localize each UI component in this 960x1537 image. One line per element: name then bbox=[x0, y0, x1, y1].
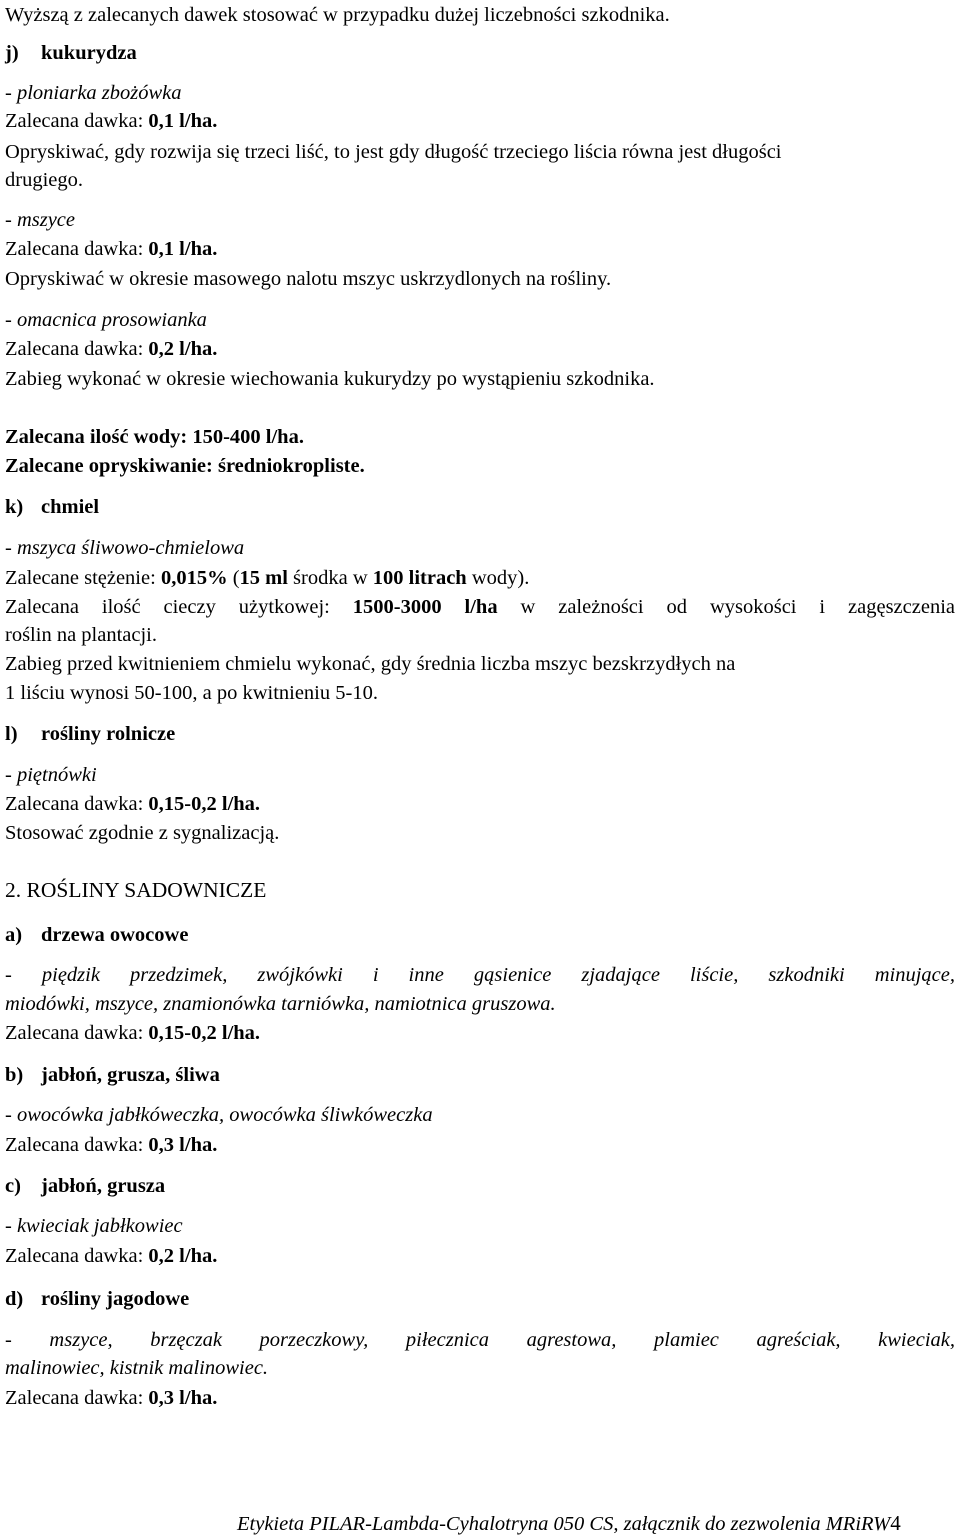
section-heading-kukurydza bbox=[5, 40, 137, 66]
section-letter: k) bbox=[5, 496, 24, 518]
note-line: Zabieg wykonać w okresie wiechowania kukurydzy po wystąpieniu szkodnika. bbox=[5, 368, 655, 390]
section-title: rośliny rolnicze bbox=[41, 723, 176, 745]
concentration-value: 0,015% bbox=[160, 567, 228, 589]
dose-value: 0,2 l/ha. bbox=[148, 338, 218, 360]
dose-line bbox=[5, 791, 260, 817]
pest-name: - piętnówki bbox=[5, 764, 97, 786]
section-heading-rolnicze bbox=[5, 721, 175, 747]
dose-value: 0,15-0,2 l/ha. bbox=[148, 1022, 261, 1044]
section-letter: d) bbox=[5, 1288, 24, 1310]
dose-line bbox=[5, 336, 217, 362]
section-letter: b) bbox=[5, 1064, 24, 1086]
note-line: Opryskiwać w okresie masowego nalotu mszyc uskrzydlonych na rośliny. bbox=[5, 268, 612, 290]
pest-list-cont: malinowiec, kistnik malinowiec. bbox=[5, 1357, 269, 1379]
intro-line: Wyższą z zalecanych dawek stosować w przypadku dużej liczebności szkodnika. bbox=[5, 4, 670, 26]
dose-label: Zalecana dawka: bbox=[5, 1387, 149, 1409]
dose-label: Zalecana dawka: bbox=[5, 793, 149, 815]
liquid-line-cont: roślin na plantacji. bbox=[5, 624, 157, 646]
dose-label: Zalecana dawka: bbox=[5, 338, 149, 360]
dose-value: 0,3 l/ha. bbox=[148, 1134, 218, 1156]
pest-name: - omacnica prosowianka bbox=[5, 309, 207, 331]
dose-line bbox=[5, 1243, 217, 1269]
dose-label: Zalecana dawka: bbox=[5, 1245, 149, 1267]
dose-value: 0,15-0,2 l/ha. bbox=[148, 793, 261, 815]
pest-name: - mszyca śliwowo-chmielowa bbox=[5, 537, 245, 559]
pest-list: - owocówka jabłkóweczka, owocówka śliwkóweczka bbox=[5, 1104, 433, 1126]
chapter-heading: 2. ROŚLINY SADOWNICZE bbox=[5, 878, 267, 902]
text: Zalecana ilość cieczy użytkowej: bbox=[5, 596, 353, 618]
section-heading-jablon-grusza bbox=[5, 1173, 165, 1199]
dose-label: Zalecana dawka: bbox=[5, 110, 149, 132]
section-heading-chmiel bbox=[5, 494, 99, 520]
dose-value: 0,3 l/ha. bbox=[148, 1387, 218, 1409]
section-letter: a) bbox=[5, 924, 23, 946]
page-footer bbox=[237, 1510, 901, 1537]
footer-text: Etykieta PILAR-Lambda-Cyhalotryna 050 CS, załącznik do zezwolenia MRiRW bbox=[237, 1513, 891, 1535]
dose-value: 0,1 l/ha. bbox=[148, 238, 218, 260]
note-line: Opryskiwać, gdy rozwija się trzeci liść, to jest gdy długość trzeciego liścia równa jest długości bbox=[5, 141, 782, 163]
section-letter: j) bbox=[5, 42, 19, 64]
dose-line bbox=[5, 236, 217, 262]
pest-list-cont: miodówki, mszyce, znamionówka tarniówka, namiotnica gruszowa. bbox=[5, 993, 556, 1015]
pest-list: - kwieciak jabłkowiec bbox=[5, 1215, 183, 1237]
dose-line bbox=[5, 1385, 217, 1411]
liquid-line bbox=[5, 594, 955, 620]
section-heading-drzewa bbox=[5, 922, 188, 948]
section-title: chmiel bbox=[41, 496, 100, 518]
dose-line bbox=[5, 1020, 260, 1046]
section-heading-jagodowe bbox=[5, 1286, 189, 1312]
liquid-value: 1500-3000 l/ha bbox=[352, 596, 498, 618]
dose-label: Zalecana dawka: bbox=[5, 238, 149, 260]
page-number: 4 bbox=[890, 1511, 901, 1535]
text: Zalecane stężenie: bbox=[5, 567, 161, 589]
concentration-line bbox=[5, 565, 529, 591]
water-value: 100 litrach bbox=[372, 567, 467, 589]
text: środka w bbox=[287, 567, 373, 589]
timing-line: Zabieg przed kwitnieniem chmielu wykonać, gdy średnia liczba mszyc bezskrzydłych na bbox=[5, 653, 736, 675]
amount-value: 15 ml bbox=[239, 567, 288, 589]
section-letter: l) bbox=[5, 723, 18, 745]
water-amount: Zalecana ilość wody: 150-400 l/ha. bbox=[5, 426, 304, 448]
section-title: jabłoń, grusza, śliwa bbox=[41, 1064, 220, 1086]
section-heading-jablon-grusza-sliwa bbox=[5, 1062, 220, 1088]
pest-list: - piędzik przedzimek, zwójkówki i inne gąsienice zjadające liście, szkodniki minujące, bbox=[5, 964, 955, 986]
timing-line: 1 liściu wynosi 50-100, a po kwitnieniu 5-10. bbox=[5, 682, 378, 704]
pest-name: - mszyce bbox=[5, 209, 76, 231]
dose-value: 0,2 l/ha. bbox=[148, 1245, 218, 1267]
text: ( bbox=[227, 567, 240, 589]
section-title: jabłoń, grusza bbox=[41, 1175, 166, 1197]
spray-type: Zalecane opryskiwanie: średniokropliste. bbox=[5, 455, 365, 477]
dose-line bbox=[5, 108, 217, 134]
section-title: kukurydza bbox=[41, 42, 137, 64]
text: wody). bbox=[466, 567, 530, 589]
section-letter: c) bbox=[5, 1175, 21, 1197]
dose-label: Zalecana dawka: bbox=[5, 1134, 149, 1156]
dose-value: 0,1 l/ha. bbox=[148, 110, 218, 132]
note-line: drugiego. bbox=[5, 169, 83, 191]
pest-list: - mszyce, brzęczak porzeczkowy, piłecznica agrestowa, plamiec agreściak, kwieciak, bbox=[5, 1329, 955, 1351]
text: w zależności od wysokości i zagęszczenia bbox=[497, 596, 955, 618]
section-title: drzewa owocowe bbox=[41, 924, 189, 946]
dose-line bbox=[5, 1132, 217, 1158]
pest-name: - ploniarka zbożówka bbox=[5, 82, 182, 104]
note-line: Stosować zgodnie z sygnalizacją. bbox=[5, 822, 280, 844]
dose-label: Zalecana dawka: bbox=[5, 1022, 149, 1044]
section-title: rośliny jagodowe bbox=[41, 1288, 190, 1310]
